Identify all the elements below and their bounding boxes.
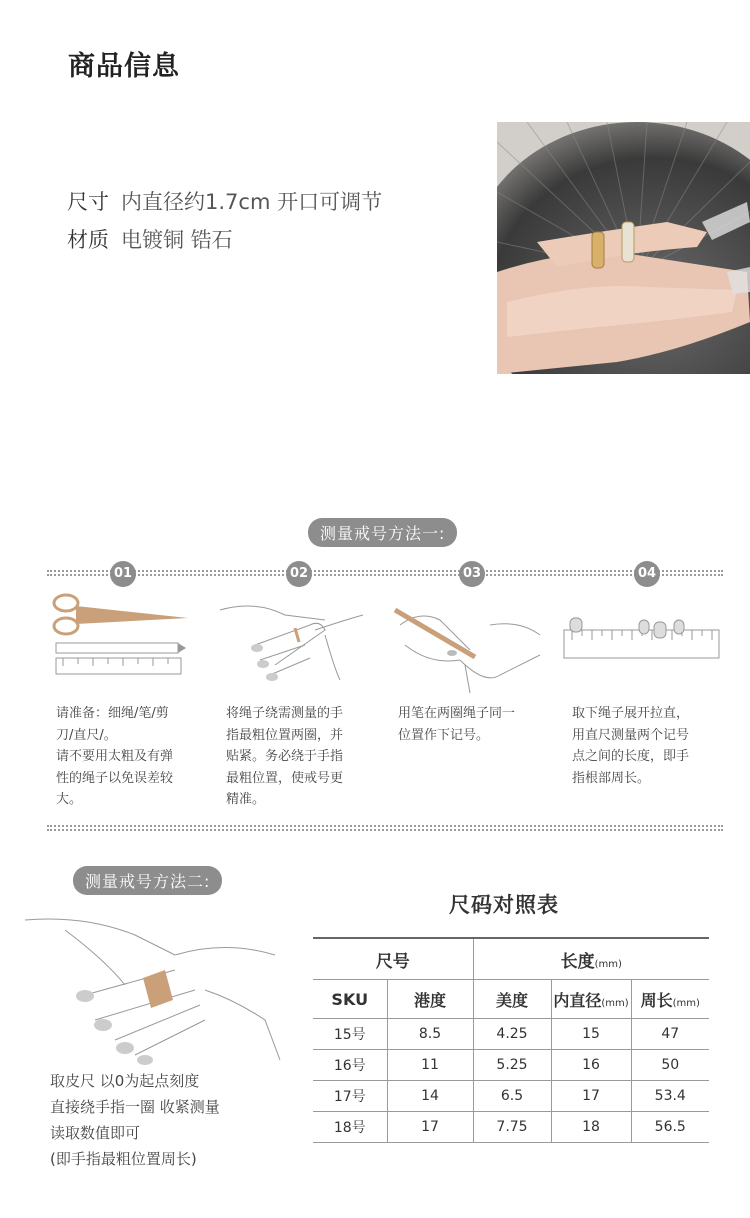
table-subheader-row <box>313 980 709 1019</box>
method2-line: (即手指最粗位置周长) <box>50 1150 197 1168</box>
product-photo <box>497 122 750 374</box>
step-line: 最粗位置，使戒号更 <box>226 770 344 786</box>
step-text <box>56 703 196 811</box>
cell-hk: 17 <box>387 1112 473 1143</box>
spec-size <box>67 186 382 216</box>
table-row <box>313 1050 709 1081</box>
method2-line: 取皮尺 以0为起点刻度 <box>50 1072 200 1090</box>
tape-measure-hand-illustration <box>25 900 285 1065</box>
method2-label: 测量戒号方法二: <box>73 866 222 895</box>
step-number: 02 <box>286 561 312 587</box>
col-circ <box>631 980 709 1019</box>
cell-diam: 17 <box>551 1081 631 1112</box>
step-line: 将绳子绕需测量的手 <box>226 706 344 721</box>
col-circ-text: 周长 <box>640 990 673 1010</box>
cell-circ: 47 <box>631 1019 709 1050</box>
page-title: 商品信息 <box>68 51 180 82</box>
cell-diam: 15 <box>551 1019 631 1050</box>
cell-circ: 53.4 <box>631 1081 709 1112</box>
finger-wrap-illustration <box>215 590 365 685</box>
cell-sku: 18号 <box>313 1112 387 1143</box>
step-number: 04 <box>634 561 660 587</box>
cell-diam: 18 <box>551 1112 631 1143</box>
spec-value: 电镀铜 锆石 <box>121 228 233 252</box>
divider-line <box>47 825 723 831</box>
step-line: 取下绳子展开拉直， <box>572 706 690 721</box>
method2-text <box>50 1068 310 1172</box>
cell-sku: 17号 <box>313 1081 387 1112</box>
step-text <box>226 703 371 811</box>
step-line: 点之间的长度，即手 <box>572 749 690 764</box>
step-line: 贴紧。务必绕于手指 <box>226 749 344 764</box>
col-sku: SKU <box>313 980 387 1019</box>
cell-us: 5.25 <box>473 1050 551 1081</box>
spec-key: 材质 <box>67 228 109 252</box>
header-length <box>473 938 709 980</box>
ruler-measure-illustration <box>562 612 722 662</box>
spec-material <box>67 224 233 254</box>
cell-diam: 16 <box>551 1050 631 1081</box>
col-circ-unit: (mm) <box>672 997 700 1009</box>
cell-hk: 14 <box>387 1081 473 1112</box>
cell-circ: 50 <box>631 1050 709 1081</box>
step-line: 用笔在两圈绳子同一 <box>398 706 516 721</box>
col-diam-text: 内直径 <box>553 990 602 1010</box>
size-table <box>313 937 709 1143</box>
cell-hk: 8.5 <box>387 1019 473 1050</box>
step-line: 请准备：细绳/笔/剪 <box>56 706 169 721</box>
header-length-text: 长度 <box>560 951 595 972</box>
method2-line: 读取数值即可 <box>50 1124 141 1142</box>
spec-key: 尺寸 <box>67 190 109 214</box>
header-size: 尺号 <box>313 938 473 980</box>
step-line: 性的绳子以免误差较 <box>56 770 174 786</box>
step-line: 指最粗位置两圈，并 <box>226 727 344 743</box>
step-line: 精准。 <box>226 792 266 807</box>
step-text <box>572 703 717 789</box>
scissors-pencil-ruler-illustration <box>48 588 193 678</box>
method2-line: 直接绕手指一圈 收紧测量 <box>50 1098 220 1116</box>
spec-value: 内直径约1.7cm 开口可调节 <box>121 190 383 214</box>
step-line: 大。 <box>56 792 83 807</box>
col-hk: 港度 <box>387 980 473 1019</box>
cell-hk: 11 <box>387 1050 473 1081</box>
col-us: 美度 <box>473 980 551 1019</box>
step-line: 位置作下记号。 <box>398 727 490 743</box>
pen-mark-illustration <box>390 605 545 695</box>
table-row <box>313 1081 709 1112</box>
table-row <box>313 1112 709 1143</box>
step-text <box>398 703 543 746</box>
col-diam-unit: (mm) <box>601 997 629 1009</box>
cell-us: 7.75 <box>473 1112 551 1143</box>
table-row <box>313 1019 709 1050</box>
step-line: 指根部周长。 <box>572 770 651 786</box>
step-line: 用直尺测量两个记号 <box>572 727 690 743</box>
divider-line <box>47 570 723 576</box>
size-table-title: 尺码对照表 <box>449 893 559 917</box>
cell-sku: 16号 <box>313 1050 387 1081</box>
method1-label: 测量戒号方法一: <box>308 518 457 547</box>
col-diam <box>551 980 631 1019</box>
step-number: 03 <box>459 561 485 587</box>
cell-circ: 56.5 <box>631 1112 709 1143</box>
step-number: 01 <box>110 561 136 587</box>
step-line: 刀/直尺/。 <box>56 727 117 743</box>
cell-us: 4.25 <box>473 1019 551 1050</box>
table-header-row <box>313 938 709 980</box>
cell-sku: 15号 <box>313 1019 387 1050</box>
step-line: 请不要用太粗及有弹 <box>56 749 174 764</box>
header-length-unit: (mm) <box>594 958 622 970</box>
cell-us: 6.5 <box>473 1081 551 1112</box>
